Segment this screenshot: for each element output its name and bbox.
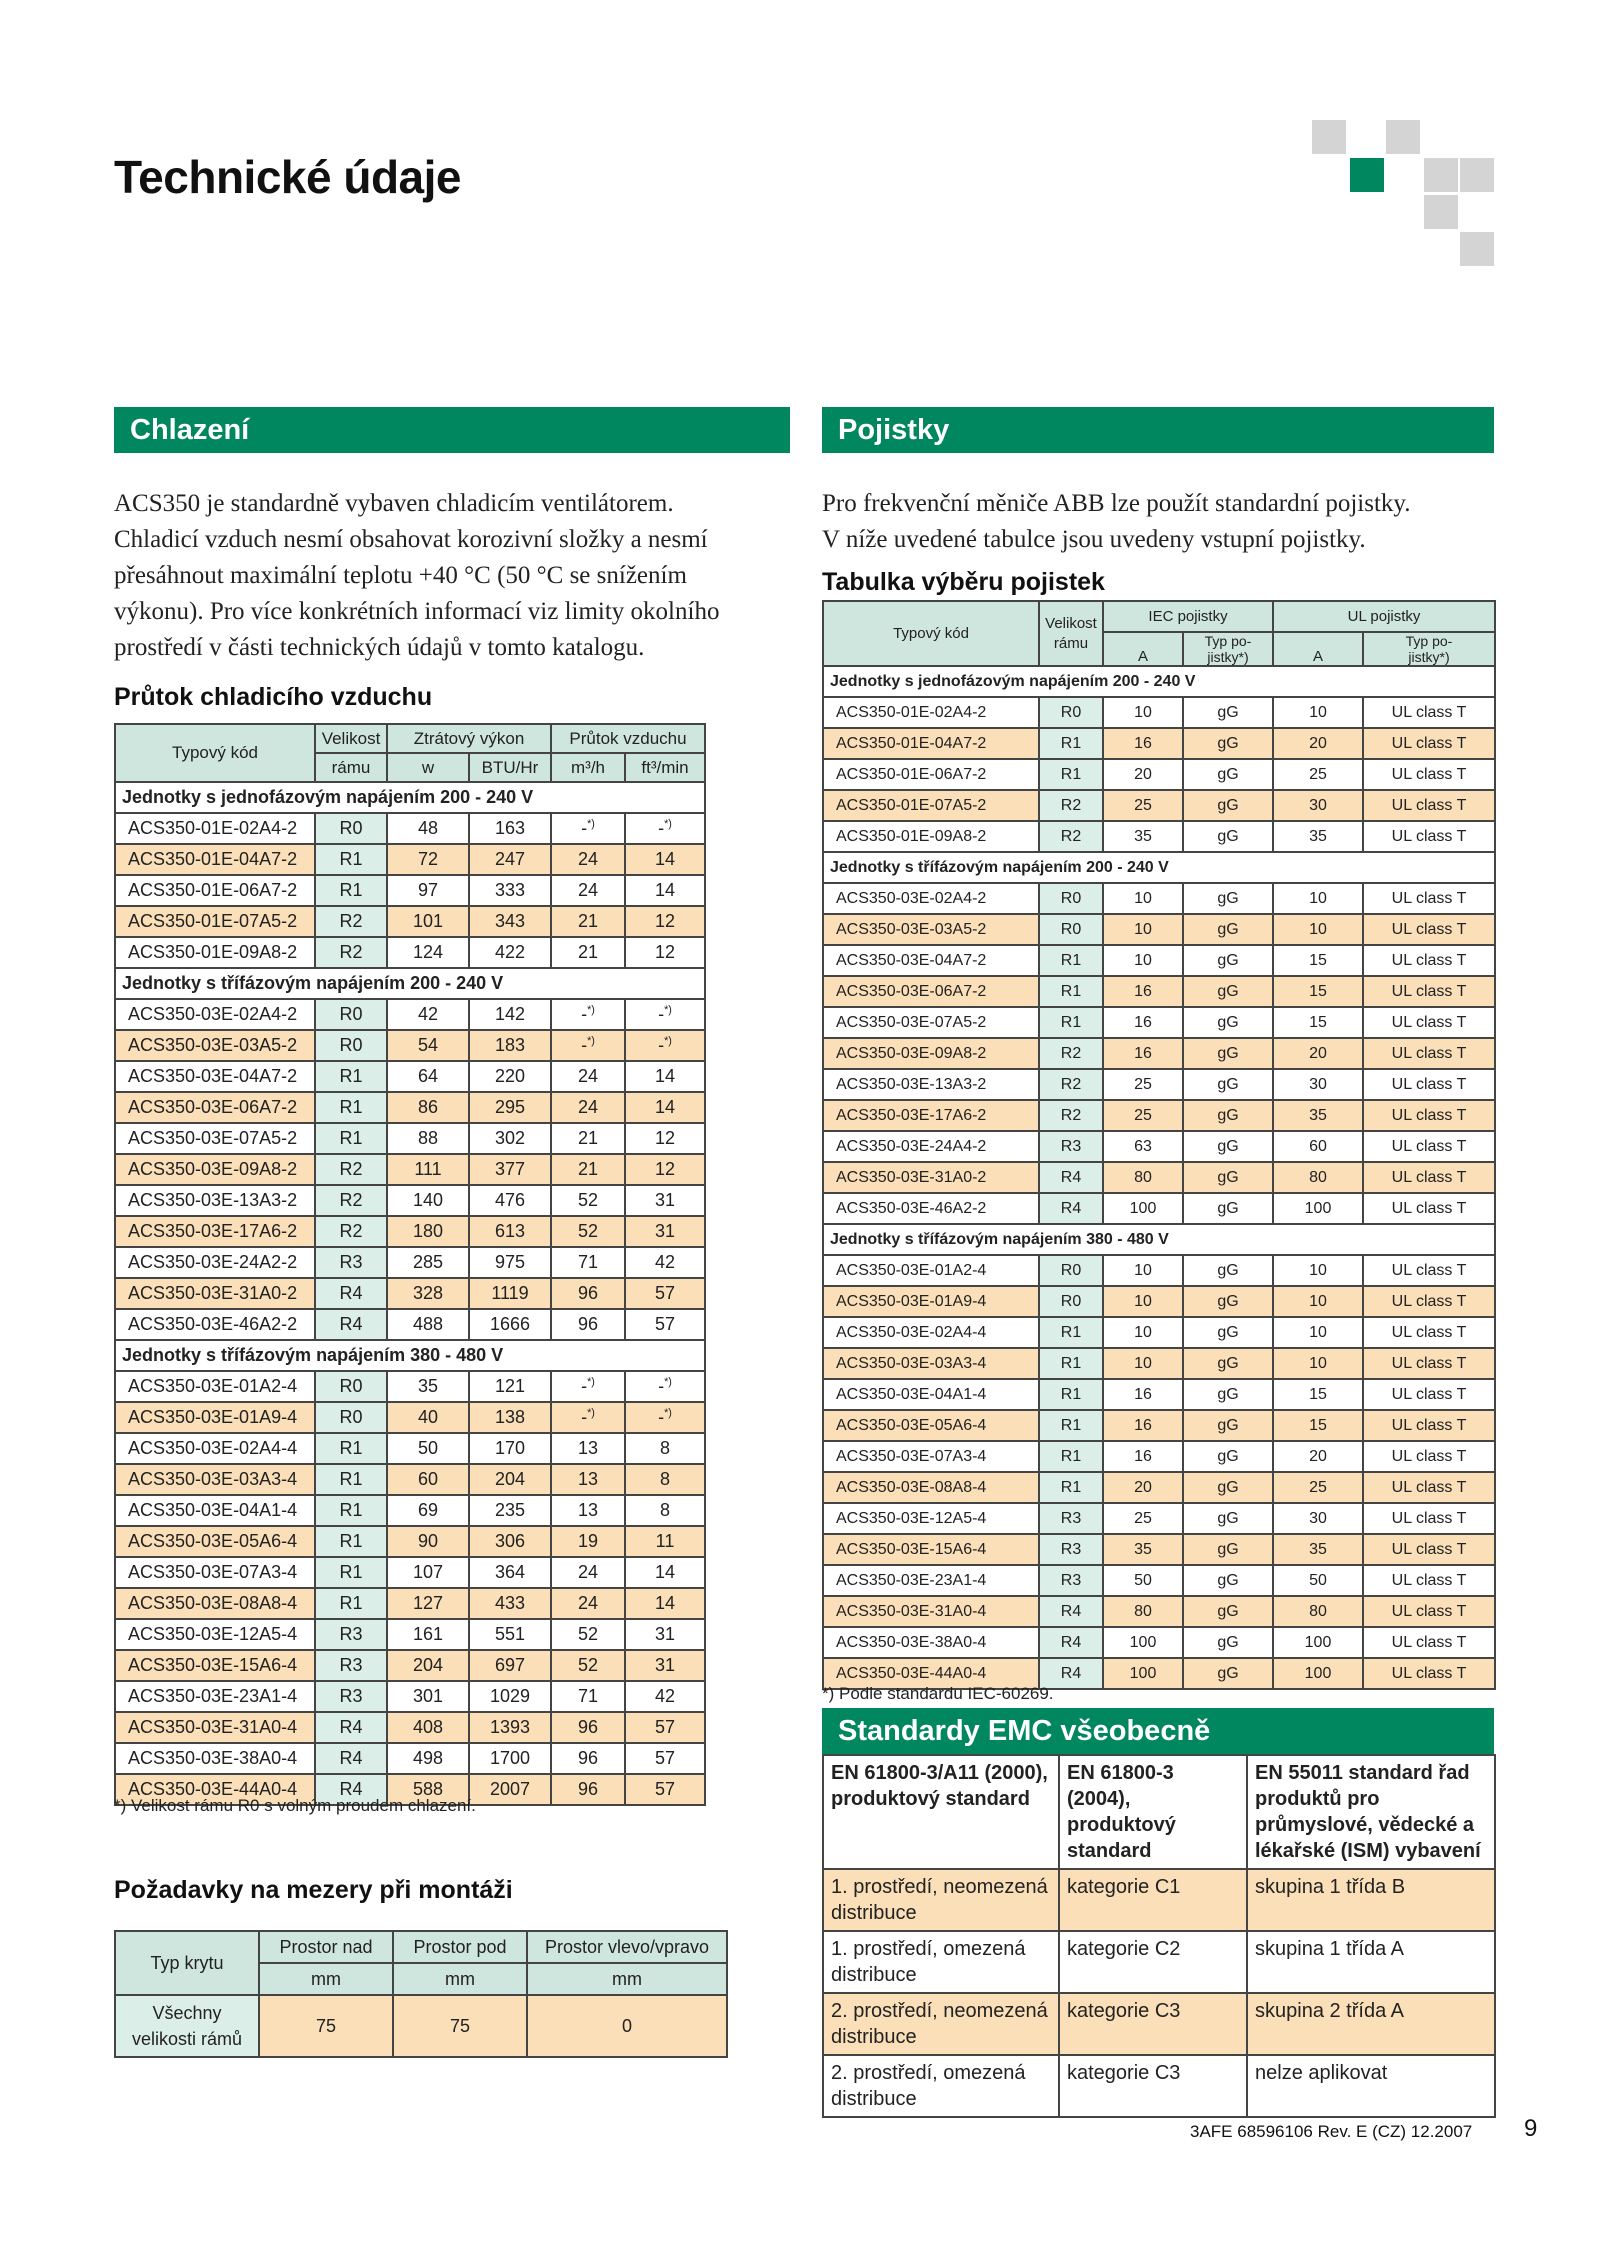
table-row: ACS350-03E-44A0-4 R4 588 2007 96 57: [115, 1774, 705, 1805]
col-enclosure: Typ krytu: [115, 1931, 259, 1995]
table-row: ACS350-03E-07A5-2 R1 16 gG 15 UL class T: [823, 1007, 1495, 1038]
table-row: ACS350-03E-31A0-4 R4 80 gG 80 UL class T: [823, 1596, 1495, 1627]
table-row: ACS350-03E-31A0-2 R4 80 gG 80 UL class T: [823, 1162, 1495, 1193]
col-en55011: EN 55011 standard řad produktů pro průmyslové, vědecké a lékařské (ISM) vybavení: [1247, 1755, 1495, 1869]
table-row: Všechny velikosti rámů 75 75 0: [115, 1995, 727, 2057]
col-frame-size-2: rámu: [315, 753, 387, 782]
table-row: ACS350-03E-07A3-4 R1 107 364 24 14: [115, 1557, 705, 1588]
table-row: ACS350-03E-01A9-4 R0 40 138 -*) -*): [115, 1402, 705, 1433]
table-row: ACS350-03E-08A8-4 R1 20 gG 25 UL class T: [823, 1472, 1495, 1503]
emc-section-header: Standardy EMC všeobecně: [822, 1708, 1494, 1754]
table-row: ACS350-03E-13A3-2 R2 25 gG 30 UL class T: [823, 1069, 1495, 1100]
col-en61800-3-2004: EN 61800-3 (2004), produktový standard: [1059, 1755, 1247, 1869]
table-row: ACS350-03E-02A4-4 R1 50 170 13 8: [115, 1433, 705, 1464]
table-row: ACS350-03E-06A7-2 R1 16 gG 15 UL class T: [823, 976, 1495, 1007]
table-row: ACS350-03E-08A8-4 R1 127 433 24 14: [115, 1588, 705, 1619]
table-row: ACS350-01E-04A7-2 R1 72 247 24 14: [115, 844, 705, 875]
table-row: ACS350-03E-05A6-4 R1 16 gG 15 UL class T: [823, 1410, 1495, 1441]
col-iec-fuses: IEC pojistky: [1103, 601, 1273, 632]
table-row: ACS350-03E-03A3-4 R1 10 gG 10 UL class T: [823, 1348, 1495, 1379]
col-m3h: m³/h: [551, 753, 625, 782]
table-group-header: Jednotky s třífázovým napájením 380 - 480 V: [823, 1224, 1495, 1255]
table-row: ACS350-03E-07A5-2 R1 88 302 21 12: [115, 1123, 705, 1154]
cooling-section-header: Chlazení: [114, 407, 790, 453]
col-en61800-3-a11: EN 61800-3/A11 (2000), produktový standard: [823, 1755, 1059, 1869]
table-row: ACS350-03E-31A0-4 R4 408 1393 96 57: [115, 1712, 705, 1743]
col-type-code: Typový kód: [823, 601, 1039, 666]
table-row: ACS350-01E-07A5-2 R2 25 gG 30 UL class T: [823, 790, 1495, 821]
col-space-above: Prostor nad: [259, 1931, 393, 1963]
fuse-footnote: *) Podle standardu IEC-60269.: [822, 1684, 1054, 1703]
table-row: ACS350-01E-06A7-2 R1 20 gG 25 UL class T: [823, 759, 1495, 790]
table-row: ACS350-03E-04A1-4 R1 16 gG 15 UL class T: [823, 1379, 1495, 1410]
table-row: ACS350-01E-09A8-2 R2 124 422 21 12: [115, 937, 705, 968]
table-row: ACS350-03E-38A0-4 R4 498 1700 96 57: [115, 1743, 705, 1774]
table-row: ACS350-01E-02A4-2 R0 48 163 -*) -*): [115, 813, 705, 844]
table-row: ACS350-03E-31A0-2 R4 328 1119 96 57: [115, 1278, 705, 1309]
col-ul-fuses: UL pojistky: [1273, 601, 1495, 632]
table-row: ACS350-03E-07A3-4 R1 16 gG 20 UL class T: [823, 1441, 1495, 1472]
col-frame-size: Velikost: [315, 724, 387, 753]
table-row: ACS350-03E-03A3-4 R1 60 204 13 8: [115, 1464, 705, 1495]
table-row: ACS350-03E-12A5-4 R3 25 gG 30 UL class T: [823, 1503, 1495, 1534]
table-row: ACS350-03E-44A0-4 R4 100 gG 100 UL class T: [823, 1658, 1495, 1689]
table-row: ACS350-03E-02A4-4 R1 10 gG 10 UL class T: [823, 1317, 1495, 1348]
emc-standards-table: [822, 1754, 1496, 2118]
cooling-footnote: *) Velikost rámu R0 s volným proudem chlazení.: [114, 1796, 476, 1815]
fuses-section-header: Pojistky: [822, 407, 1494, 453]
table-row: ACS350-03E-02A4-2 R0 10 gG 10 UL class T: [823, 883, 1495, 914]
table-row: ACS350-03E-04A1-4 R1 69 235 13 8: [115, 1495, 705, 1526]
cooling-paragraph: ACS350 je standardně vybaven chladicím ventilátorem. Chladicí vzduch nesmí obsahovat korozivní složky a nesmí přesáhnout maximální teplotu +40 °C (50 °C se snížením výkonu). Pro více konkrétních informací viz limity okolního prostředí v části technických údajů v tomto katalogu.: [114, 490, 720, 661]
table-row: ACS350-03E-02A4-2 R0 42 142 -*) -*): [115, 999, 705, 1030]
table-row: ACS350-03E-46A2-2 R4 100 gG 100 UL class T: [823, 1193, 1495, 1224]
col-space-sides: Prostor vlevo/vpravo: [527, 1931, 727, 1963]
fuses-paragraph: Pro frekvenční měniče ABB lze použít standardní pojistky. V níže uvedené tabulce jsou uvedeny vstupní pojistky.: [822, 490, 1411, 553]
table-row: ACS350-03E-15A6-4 R3 204 697 52 31: [115, 1650, 705, 1681]
col-heat-loss: Ztrátový výkon: [387, 724, 551, 753]
col-type-code: Typový kód: [115, 724, 315, 782]
table-row: ACS350-03E-09A8-2 R2 16 gG 20 UL class T: [823, 1038, 1495, 1069]
table-row: ACS350-03E-12A5-4 R3 161 551 52 31: [115, 1619, 705, 1650]
table-row: ACS350-03E-01A2-4 R0 10 gG 10 UL class T: [823, 1255, 1495, 1286]
table-row: ACS350-03E-06A7-2 R1 86 295 24 14: [115, 1092, 705, 1123]
mounting-clearance-table: Typ krytu Prostor nad Prostor pod Prostor vlevo/vpravo mm mm mm Všechny velikosti rámů 75 75 0: [114, 1930, 728, 2058]
table-row: ACS350-03E-04A7-2 R1 64 220 24 14: [115, 1061, 705, 1092]
mounting-title: Požadavky na mezery při montáži: [114, 1876, 513, 1904]
col-frame-size: Velikost rámu: [1039, 601, 1103, 666]
table-row: ACS350-03E-09A8-2 R2 111 377 21 12: [115, 1154, 705, 1185]
table-row: ACS350-03E-04A7-2 R1 10 gG 15 UL class T: [823, 945, 1495, 976]
table-row: ACS350-03E-03A5-2 R0 10 gG 10 UL class T: [823, 914, 1495, 945]
table-row: ACS350-03E-38A0-4 R4 100 gG 100 UL class T: [823, 1627, 1495, 1658]
table-group-header: Jednotky s třífázovým napájením 380 - 480 V: [115, 1340, 705, 1371]
table-group-header: Jednotky s třífázovým napájením 200 - 240 V: [823, 852, 1495, 883]
table-row: ACS350-03E-05A6-4 R1 90 306 19 11: [115, 1526, 705, 1557]
page-title: Technické údaje: [114, 151, 462, 203]
table-row: ACS350-03E-23A1-4 R3 50 gG 50 UL class T: [823, 1565, 1495, 1596]
document-reference: 3AFE 68596106 Rev. E (CZ) 12.2007: [1190, 2122, 1473, 2141]
table-row: ACS350-03E-13A3-2 R2 140 476 52 31: [115, 1185, 705, 1216]
col-airflow: Průtok vzduchu: [551, 724, 705, 753]
table-row: 1. prostředí, neomezená distribuce kategorie C1 skupina 1 třída B: [823, 1869, 1495, 1931]
table-row: ACS350-01E-04A7-2 R1 16 gG 20 UL class T: [823, 728, 1495, 759]
table-row: ACS350-03E-15A6-4 R3 35 gG 35 UL class T: [823, 1534, 1495, 1565]
table-row: ACS350-01E-06A7-2 R1 97 333 24 14: [115, 875, 705, 906]
table-row: ACS350-01E-02A4-2 R0 10 gG 10 UL class T: [823, 697, 1495, 728]
col-ft3min: ft³/min: [625, 753, 705, 782]
table-group-header: Jednotky s třífázovým napájením 200 - 240 V: [115, 968, 705, 999]
col-w: w: [387, 753, 469, 782]
airflow-title: Průtok chladicího vzduchu: [114, 683, 433, 711]
table-group-header: Jednotky s jednofázovým napájením 200 - 240 V: [115, 782, 705, 813]
table-row: ACS350-03E-01A9-4 R0 10 gG 10 UL class T: [823, 1286, 1495, 1317]
cooling-airflow-table: [114, 723, 706, 1806]
table-row: ACS350-01E-07A5-2 R2 101 343 21 12: [115, 906, 705, 937]
table-row: 1. prostředí, omezená distribuce kategorie C2 skupina 1 třída A: [823, 1931, 1495, 1993]
page-number: 9: [1524, 2115, 1538, 2142]
table-row: ACS350-03E-01A2-4 R0 35 121 -*) -*): [115, 1371, 705, 1402]
table-row: ACS350-03E-17A6-2 R2 180 613 52 31: [115, 1216, 705, 1247]
table-row: ACS350-03E-23A1-4 R3 301 1029 71 42: [115, 1681, 705, 1712]
fuse-table-title: Tabulka výběru pojistek: [822, 568, 1105, 596]
table-row: ACS350-03E-46A2-2 R4 488 1666 96 57: [115, 1309, 705, 1340]
table-row: 2. prostředí, omezená distribuce kategorie C3 nelze aplikovat: [823, 2055, 1495, 2117]
col-btu: BTU/Hr: [469, 753, 551, 782]
col-space-below: Prostor pod: [393, 1931, 527, 1963]
table-row: ACS350-03E-24A4-2 R3 63 gG 60 UL class T: [823, 1131, 1495, 1162]
fuse-selection-table: Typový kód Velikost rámu IEC pojistky UL pojistky A Typ po- jistky*) A Typ po- jistky*) Jednotky s jednofázovým napájením 200 - 240 V ACS350-01E-02A4-2 R0 10 gG 10 UL class T ACS350-01E-04A7-2 R1 16 gG 20 UL class T ACS350-01E-06A7-2 R1 20 gG 25 UL class T ACS350-01E-07A5-2 R2 25 gG 30 UL class T ACS350-01E-09A8-2 R2 35 gG 35 UL class T Jednotky s třífázovým napájením 200 - 240 V ACS350-03E-02A4-2 R0 10 gG 10 UL class T ACS350-03E-03A5-2 R0 10 gG 10 UL class T ACS350-03E-04A7-2 R1 10 gG 15 UL class T ACS350-03E-06A7-2 R1 16 gG 15 UL class T ACS350-03E-07A5-2 R1 16 gG 15 UL class T ACS350-03E-09A8-2 R2 16 gG 20 UL class T ACS350-03E-13A3-2 R2 25 gG 30 UL class T ACS350-03E-17A6-2 R2 25 gG 35 UL class T ACS350-03E-24A4-2 R3 63 gG 60 UL class T ACS350-03E-31A0-2 R4 80 gG 80 UL class T ACS350-03E-46A2-2 R4 100 gG 100 UL class T Jednotky s třífázovým napájením 380 - 480 V ACS350-03E-01A2-4 R0 10 gG 10 UL class T ACS350-03E-01A9-4 R0 10 gG 10 UL class T ACS350-03E-02A4-4 R1 10 gG 10 UL class T ACS350-03E-03A3-4 R1 10 gG 10 UL class T ACS350-03E-04A1-4 R1 16 gG 15 UL class T ACS350-03E-05A6-4 R1 16 gG 15 UL class T ACS350-03E-07A3-4 R1 16 gG 20 UL class T ACS350-03E-08A8-4 R1 20 gG 25 UL class T ACS350-03E-12A5-4 R3 25 gG 30 UL class T ACS350-03E-15A6-4 R3 35 gG 35 UL class T ACS350-03E-23A1-4 R3 50 gG 50 UL class T ACS350-03E-31A0-4 R4 80 gG 80 UL class T ACS350-03E-38A0-4 R4 100 gG 100 UL class T ACS350-03E-44A0-4 R4 100 gG 100 UL class T: [822, 600, 1496, 1690]
table-row: ACS350-03E-03A5-2 R0 54 183 -*) -*): [115, 1030, 705, 1061]
table-group-header: Jednotky s jednofázovým napájením 200 - 240 V: [823, 666, 1495, 697]
table-row: ACS350-03E-24A2-2 R3 285 975 71 42: [115, 1247, 705, 1278]
table-row: ACS350-03E-17A6-2 R2 25 gG 35 UL class T: [823, 1100, 1495, 1131]
table-row: 2. prostředí, neomezená distribuce kategorie C3 skupina 2 třída A: [823, 1993, 1495, 2055]
table-row: ACS350-01E-09A8-2 R2 35 gG 35 UL class T: [823, 821, 1495, 852]
